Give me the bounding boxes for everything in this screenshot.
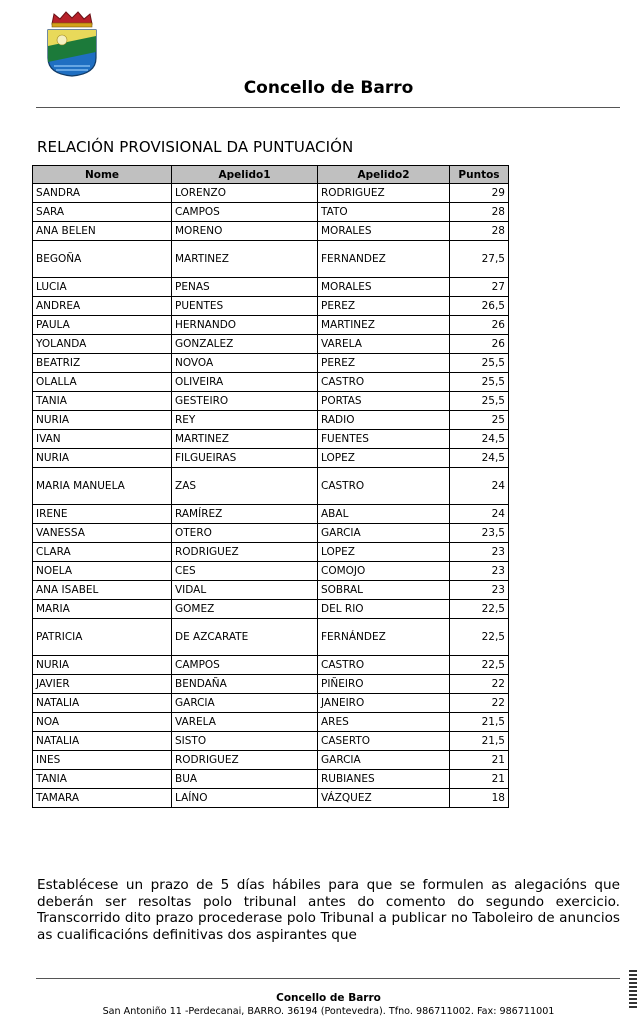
cell-puntos: 26,5 (450, 297, 509, 316)
cell-puntos: 21,5 (450, 732, 509, 751)
deadline-paragraph: Establécese un prazo de 5 días hábiles para que se formulen as alegacións que deberán ser resoltas polo tribunal antes do comento do segundo exercicio. Transcorrido dito prazo procederase polo Tribunal a publicar no Taboleiro de anuncios as cualificacións definitivas dos aspirantes que (37, 877, 620, 943)
table-body (33, 184, 509, 808)
table-row (33, 694, 509, 713)
cell-apelido2: ARES (318, 713, 450, 732)
cell-nome: IRENE (33, 505, 172, 524)
cell-nome: ANA ISABEL (33, 581, 172, 600)
column-header-nome: Nome (33, 166, 172, 184)
column-header-apelido1: Apelido1 (172, 166, 318, 184)
cell-puntos: 22 (450, 675, 509, 694)
cell-nome: IVAN (33, 430, 172, 449)
cell-apelido2: FERNANDEZ (318, 241, 450, 278)
cell-puntos: 21 (450, 751, 509, 770)
cell-apelido1: CES (172, 562, 318, 581)
cell-apelido1: MARTINEZ (172, 430, 318, 449)
table-row (33, 713, 509, 732)
table-row (33, 562, 509, 581)
cell-puntos: 25,5 (450, 354, 509, 373)
table-row (33, 203, 509, 222)
cell-puntos: 25,5 (450, 392, 509, 411)
cell-apelido2: TATO (318, 203, 450, 222)
cell-puntos: 23,5 (450, 524, 509, 543)
cell-puntos: 24 (450, 505, 509, 524)
cell-apelido2: MARTINEZ (318, 316, 450, 335)
cell-puntos: 28 (450, 222, 509, 241)
cell-puntos: 24,5 (450, 449, 509, 468)
cell-apelido2: CASERTO (318, 732, 450, 751)
cell-nome: SANDRA (33, 184, 172, 203)
cell-apelido1: MORENO (172, 222, 318, 241)
cell-apelido2: CASTRO (318, 656, 450, 675)
cell-apelido1: RODRIGUEZ (172, 543, 318, 562)
cell-apelido2: GARCIA (318, 524, 450, 543)
cell-apelido2: MORALES (318, 278, 450, 297)
table-row (33, 411, 509, 430)
cell-nome: CLARA (33, 543, 172, 562)
cell-puntos: 22 (450, 694, 509, 713)
cell-apelido2: PEREZ (318, 297, 450, 316)
cell-apelido2: LOPEZ (318, 543, 450, 562)
cell-apelido2: GARCIA (318, 751, 450, 770)
cell-apelido2: CASTRO (318, 468, 450, 505)
footer-divider (36, 978, 620, 979)
cell-nome: INES (33, 751, 172, 770)
cell-apelido1: DE AZCARATE (172, 619, 318, 656)
cell-apelido2: SOBRAL (318, 581, 450, 600)
cell-nome: JAVIER (33, 675, 172, 694)
cell-apelido2: RODRIGUEZ (318, 184, 450, 203)
cell-apelido1: RODRIGUEZ (172, 751, 318, 770)
cell-puntos: 22,5 (450, 619, 509, 656)
table-row (33, 656, 509, 675)
cell-puntos: 26 (450, 335, 509, 354)
table-row (33, 505, 509, 524)
footer-address: San Antoniño 11 -Perdecanai, BARRO. 36194 (Pontevedra). Tfno. 986711002. Fax: 986711001 (102, 1006, 555, 1017)
cell-apelido2: VARELA (318, 335, 450, 354)
cell-apelido2: CASTRO (318, 373, 450, 392)
table-row (33, 770, 509, 789)
cell-apelido1: PENAS (172, 278, 318, 297)
cell-apelido1: HERNANDO (172, 316, 318, 335)
cell-apelido1: LAÍNO (172, 789, 318, 808)
cell-apelido2: JANEIRO (318, 694, 450, 713)
table-row (33, 675, 509, 694)
cell-apelido1: GESTEIRO (172, 392, 318, 411)
cell-puntos: 27 (450, 278, 509, 297)
cell-puntos: 25,5 (450, 373, 509, 392)
table-row (33, 600, 509, 619)
table-row (33, 581, 509, 600)
cell-apelido1: RAMÍREZ (172, 505, 318, 524)
cell-nome: ANDREA (33, 297, 172, 316)
cell-nome: PATRICIA (33, 619, 172, 656)
table-row (33, 392, 509, 411)
header-divider (36, 107, 620, 108)
cell-puntos: 28 (450, 203, 509, 222)
cell-apelido1: BUA (172, 770, 318, 789)
table-row (33, 297, 509, 316)
cell-apelido2: RADIO (318, 411, 450, 430)
cell-apelido2: FUENTES (318, 430, 450, 449)
table-row (33, 354, 509, 373)
cell-nome: VANESSA (33, 524, 172, 543)
cell-puntos: 26 (450, 316, 509, 335)
table-row (33, 543, 509, 562)
section-title: RELACIÓN PROVISIONAL DA PUNTUACIÓN (37, 138, 354, 156)
cell-apelido1: MARTINEZ (172, 241, 318, 278)
cell-apelido1: VARELA (172, 713, 318, 732)
cell-puntos: 21 (450, 770, 509, 789)
cell-nome: BEGOÑA (33, 241, 172, 278)
table-row (33, 619, 509, 656)
cell-apelido1: GOMEZ (172, 600, 318, 619)
cell-apelido1: NOVOA (172, 354, 318, 373)
cell-nome: MARIA (33, 600, 172, 619)
table-header-row (33, 166, 509, 184)
cell-apelido2: FERNÁNDEZ (318, 619, 450, 656)
cell-apelido2: MORALES (318, 222, 450, 241)
cell-puntos: 18 (450, 789, 509, 808)
cell-puntos: 24 (450, 468, 509, 505)
cell-nome: LUCIA (33, 278, 172, 297)
table-row (33, 789, 509, 808)
cell-apelido2: COMOJO (318, 562, 450, 581)
column-header-apelido2: Apelido2 (318, 166, 450, 184)
cell-nome: BEATRIZ (33, 354, 172, 373)
cell-apelido1: SISTO (172, 732, 318, 751)
cell-puntos: 23 (450, 562, 509, 581)
table-row (33, 430, 509, 449)
cell-nome: SARA (33, 203, 172, 222)
cell-apelido1: LORENZO (172, 184, 318, 203)
scores-table (32, 165, 509, 808)
cell-apelido1: OTERO (172, 524, 318, 543)
cell-puntos: 24,5 (450, 430, 509, 449)
cell-puntos: 23 (450, 543, 509, 562)
cell-nome: NURIA (33, 411, 172, 430)
table-row (33, 222, 509, 241)
cell-puntos: 25 (450, 411, 509, 430)
column-header-puntos: Puntos (450, 166, 509, 184)
table-row (33, 751, 509, 770)
cell-apelido2: PEREZ (318, 354, 450, 373)
cell-apelido1: GONZALEZ (172, 335, 318, 354)
table-row (33, 373, 509, 392)
table-row (33, 278, 509, 297)
table-row (33, 184, 509, 203)
cell-apelido1: PUENTES (172, 297, 318, 316)
cell-nome: NURIA (33, 656, 172, 675)
cell-apelido2: VÁZQUEZ (318, 789, 450, 808)
cell-apelido2: ABAL (318, 505, 450, 524)
footer-title: Concello de Barro (276, 992, 381, 1004)
cell-nome: TANIA (33, 392, 172, 411)
table-row (33, 241, 509, 278)
table-row (33, 468, 509, 505)
cell-apelido1: CAMPOS (172, 203, 318, 222)
cell-apelido1: BENDAÑA (172, 675, 318, 694)
cell-apelido1: OLIVEIRA (172, 373, 318, 392)
page-header-title: Concello de Barro (243, 78, 414, 98)
cell-apelido2: RUBIANES (318, 770, 450, 789)
cell-nome: NATALIA (33, 694, 172, 713)
cell-apelido1: FILGUEIRAS (172, 449, 318, 468)
cell-apelido1: REY (172, 411, 318, 430)
cell-apelido1: CAMPOS (172, 656, 318, 675)
barcode-mark (629, 970, 637, 1010)
cell-nome: PAULA (33, 316, 172, 335)
cell-nome: OLALLA (33, 373, 172, 392)
table-row (33, 335, 509, 354)
cell-puntos: 23 (450, 581, 509, 600)
cell-apelido2: PIÑEIRO (318, 675, 450, 694)
cell-puntos: 21,5 (450, 713, 509, 732)
table-row (33, 449, 509, 468)
cell-puntos: 27,5 (450, 241, 509, 278)
cell-nome: TANIA (33, 770, 172, 789)
table-row (33, 732, 509, 751)
cell-puntos: 22,5 (450, 656, 509, 675)
cell-puntos: 22,5 (450, 600, 509, 619)
cell-nome: NOA (33, 713, 172, 732)
cell-apelido2: PORTAS (318, 392, 450, 411)
cell-apelido1: ZAS (172, 468, 318, 505)
cell-nome: TAMARA (33, 789, 172, 808)
coat-of-arms-icon (44, 10, 100, 78)
cell-nome: MARIA MANUELA (33, 468, 172, 505)
cell-nome: YOLANDA (33, 335, 172, 354)
cell-apelido2: DEL RIO (318, 600, 450, 619)
cell-nome: NURIA (33, 449, 172, 468)
cell-puntos: 29 (450, 184, 509, 203)
cell-apelido2: LOPEZ (318, 449, 450, 468)
cell-nome: NATALIA (33, 732, 172, 751)
cell-nome: NOELA (33, 562, 172, 581)
cell-apelido1: VIDAL (172, 581, 318, 600)
cell-apelido1: GARCIA (172, 694, 318, 713)
table-row (33, 524, 509, 543)
table-row (33, 316, 509, 335)
cell-nome: ANA BELEN (33, 222, 172, 241)
